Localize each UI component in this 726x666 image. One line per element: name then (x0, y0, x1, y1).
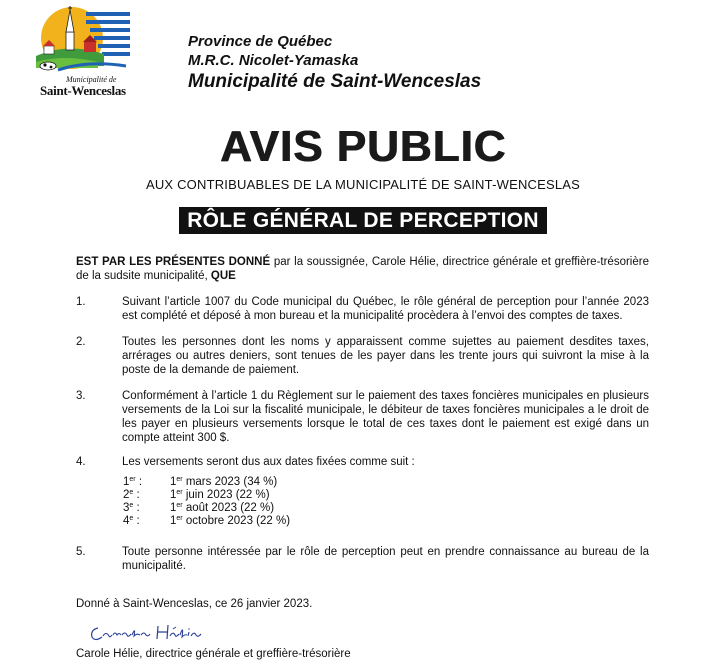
installment-date: 1er octobre 2023 (22 %) (170, 515, 291, 527)
installment-date: 1er août 2023 (22 %) (170, 502, 275, 514)
item-text: Les versements seront dus aux dates fixées comme suit : (122, 456, 415, 468)
installment-date: 1er mars 2023 (34 %) (170, 476, 278, 488)
notice-title: AVIS PUBLIC (219, 122, 507, 171)
intro-paragraph (76, 255, 649, 283)
installment-ordinal: 2e : (123, 489, 140, 501)
handwritten-signature (88, 620, 228, 644)
list-item (76, 545, 649, 573)
date-given-line: Donné à Saint-Wenceslas, ce 26 janvier 2023. (76, 598, 313, 610)
item-text: Toute personne intéressée par le rôle de perception peut en prendre connaissance au bureau de la municipalité. (122, 546, 649, 572)
installment-ordinal: 1er : (123, 476, 143, 488)
installment-ordinal: 3e : (123, 502, 140, 514)
logo-caption-bottom: Saint-Wenceslas (40, 83, 126, 98)
intro-bold: EST PAR LES PRÉSENTES DONNÉ (76, 256, 271, 268)
item-number: 5. (76, 546, 86, 558)
notice-subtitle: AUX CONTRIBUABLES DE LA MUNICIPALITÉ DE SAINT-WENCESLAS (145, 177, 581, 192)
signature-graphic (88, 620, 228, 644)
installment-ordinal: 4e : (123, 515, 140, 527)
item-number: 1. (76, 296, 86, 308)
province-line: Province de Québec (188, 33, 333, 50)
municipality-line: Municipalité de Saint-Wenceslas (188, 71, 482, 92)
intro-text: par la soussignée, Carole Hélie, directrice générale et greffière-trésorière de la sudsite municipalité, (76, 256, 649, 282)
list-item (76, 455, 649, 469)
item-text: Toutes les personnes dont les noms y apparaissent comme sujettes au paiement desdites taxes, arrérages ou autres deniers, sont tenues de les payer dans les trente jours qui suivront la mise à la poste de la demande de paiement. (122, 336, 649, 376)
mrc-line: M.R.C. Nicolet-Yamaska (188, 52, 359, 69)
item-text: Conformément à l’article 1 du Règlement sur le paiement des taxes foncières municipales en plusieurs versements de la Loi sur la fiscalité municipale, le débiteur de taxes foncières municipales a le droit de les payer en plusieurs versements lorsque le total de ces taxes dont le paiement est exigé dans un compte atteint 300 $. (122, 390, 649, 444)
banner-container (0, 207, 726, 234)
logo-caption-top: Municipalité de (66, 75, 117, 84)
item-number: 3. (76, 390, 86, 402)
notice-banner: RÔLE GÉNÉRAL DE PERCEPTION (179, 207, 547, 234)
installment-date: 1er juin 2023 (22 %) (170, 489, 270, 501)
list-item (76, 335, 649, 377)
item-text: Suivant l’article 1007 du Code municipal du Québec, le rôle général de perception pour l’année 2023 est complété et déposé à mon bureau et la municipalité procèdera à l’envoi des comptes de taxes. (122, 296, 649, 322)
item-number: 2. (76, 336, 86, 348)
municipality-logo (28, 4, 138, 96)
signer-name: Carole Hélie, directrice générale et greffière-trésorière (76, 648, 351, 660)
list-item (76, 389, 649, 445)
intro-que: QUE (210, 270, 236, 282)
item-number: 4. (76, 456, 86, 468)
letterhead (188, 32, 481, 94)
list-item (76, 295, 649, 323)
